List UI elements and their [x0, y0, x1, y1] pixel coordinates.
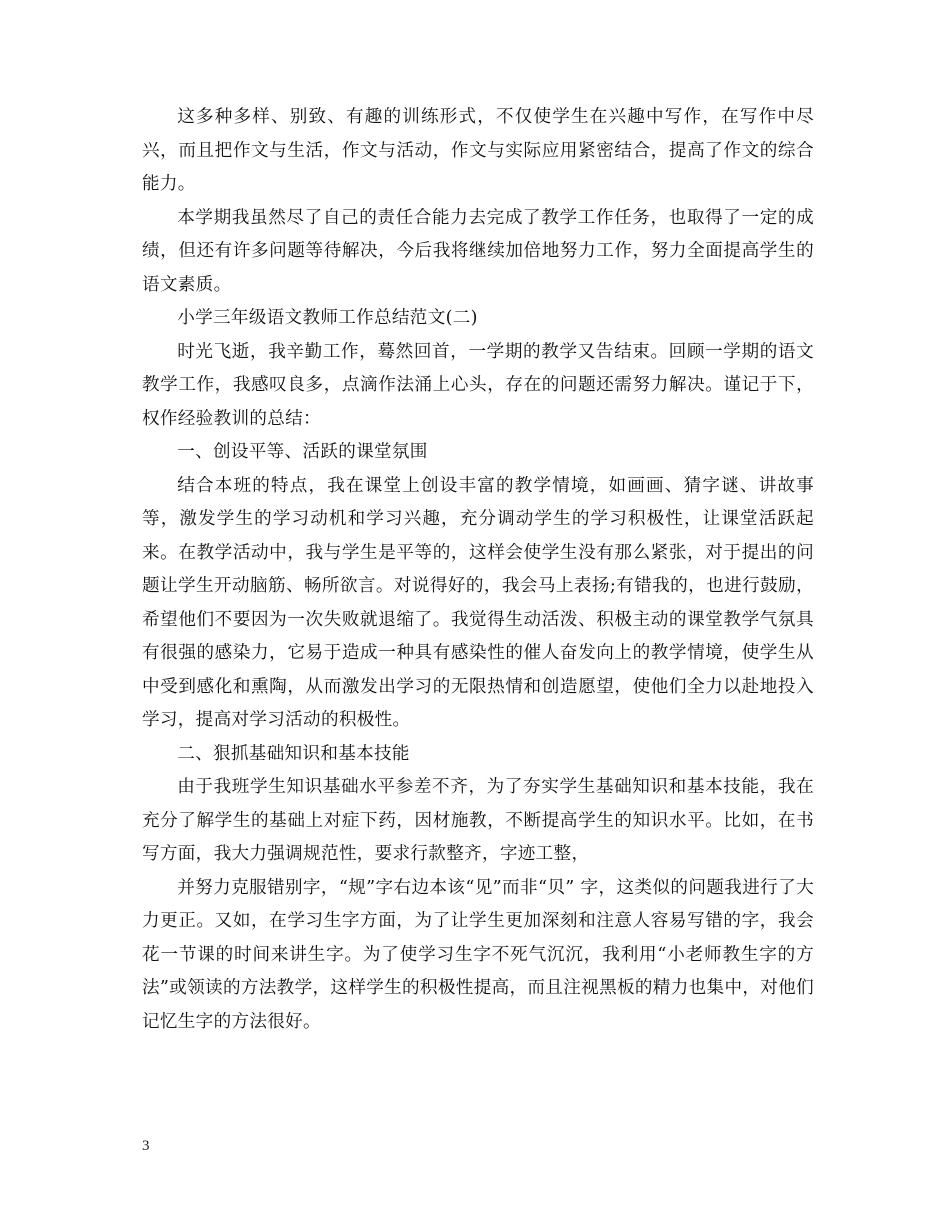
section-heading: 二、狠抓基础知识和基本技能: [177, 743, 410, 764]
paragraph: 这多种多样、别致、有趣的训练形式，不仅使学生在兴趣中写作，在写作中尽兴，而且把作文与生活，作文与活动，作文与实际应用紧密结合，提高了作文的综合能力。: [142, 107, 814, 194]
paragraph: 本学期我虽然尽了自己的责任合能力去完成了教学工作任务，也取得了一定的成绩，但还有许多问题等待解决，今后我将继续加倍地努力工作，努力全面提高学生的语文素质。: [142, 207, 814, 295]
paragraph: 并努力克服错别字，“规”字右边本该“见”而非“贝” 字，这类似的问题我进行了大力更正。又如，在学习生字方面，为了让学生更加深刻和注意人容易写错的字，我会花一节课的时间来讲生字。为了使学习生字不死气沉沉，我利用“小老师教生字的方法”或领读的方法教学，这样学生的积极性提高，而且注视黑板的精力也集中，对他们记忆生字的方法很好。: [142, 877, 814, 1032]
document-body: [142, 101, 814, 1039]
paragraph: 时光飞逝，我辛勤工作，蓦然回首，一学期的教学又告结束。回顾一学期的语文教学工作，我感叹良多，点滴作法涌上心头，存在的问题还需努力解决。谨记于下，权作经验教训的总结：: [142, 341, 814, 429]
page-number: 3: [142, 1138, 150, 1154]
section-heading: 一、创设平等、活跃的课堂氛围: [177, 442, 428, 462]
section-title: 小学三年级语文教师工作总结范文(二): [177, 308, 478, 328]
paragraph: 由于我班学生知识基础水平参差不齐，为了夯实学生基础知识和基本技能，我在充分了解学生的基础上对症下药，因材施教，不断提高学生的知识水平。比如，在书写方面，我大力强调规范性，要求行款整齐，字迹工整，: [142, 777, 814, 864]
paragraph: 结合本班的特点，我在课堂上创设丰富的教学情境，如画画、猜字谜、讲故事等，激发学生的学习动机和学习兴趣，充分调动学生的学习积极性，让课堂活跃起来。在教学活动中，我与学生是平等的，这样会使学生没有那么紧张，对于提出的问题让学生开动脑筋、畅所欲言。对说得好的，我会马上表扬;有错我的，也进行鼓励，希望他们不要因为一次失败就退缩了。我觉得生动活泼、积极主动的课堂教学气氛具有很强的感染力，它易于造成一种具有感染性的催人奋发向上的教学情境，使学生从中受到感化和熏陶，从而激发出学习的无限热情和创造愿望，使他们全力以赴地投入学习，提高对学习活动的积极性。: [142, 475, 814, 730]
